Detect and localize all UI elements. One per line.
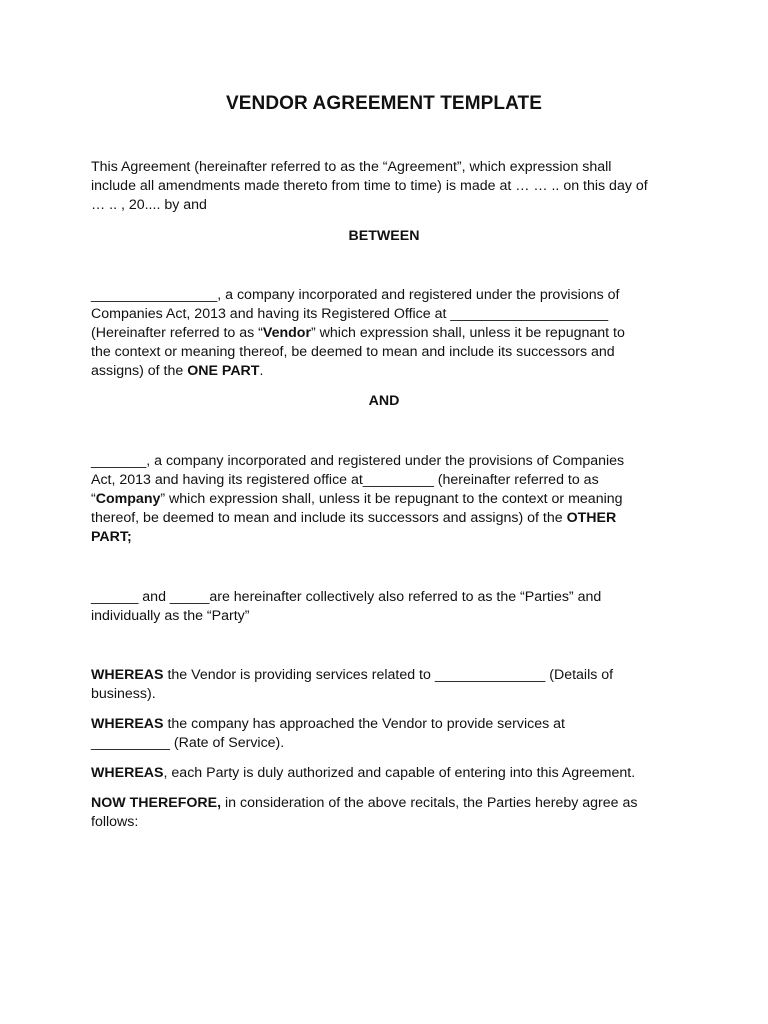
other-part-term-cont: PART; (91, 529, 132, 545)
whereas-clause-3 (91, 764, 691, 783)
and-heading: AND (368, 393, 400, 409)
company-line: Act, 2013 and having its registered office at_________ (hereinafter referred to as (91, 472, 599, 488)
document-title: VENDOR AGREEMENT TEMPLATE (225, 93, 542, 114)
whereas-text: the company has approached the Vendor to provide services at (163, 716, 565, 732)
now-therefore-clause (91, 794, 691, 832)
intro-line: include all amendments made thereto from time to time) is made at … … .. on this day of (91, 178, 648, 194)
now-therefore-keyword: NOW THEREFORE, (91, 795, 222, 811)
vendor-line: the context or meaning thereof, be deemed to mean and include its successors and (91, 344, 615, 360)
now-therefore-text: in consideration of the above recitals, the Parties hereby agree as (221, 795, 638, 811)
whereas-clause-2 (91, 715, 691, 753)
intro-paragraph (91, 158, 691, 215)
company-term: Company (95, 491, 161, 507)
vendor-line: ________________, a company incorporated and registered under the provisions of (91, 287, 620, 303)
whereas-text: the Vendor is providing services related to ______________ (Details of (163, 667, 614, 683)
between-heading: BETWEEN (348, 228, 420, 244)
parties-line: individually as the “Party” (91, 608, 250, 624)
vendor-line: ” which expression shall, unless it be repugnant to (311, 325, 625, 341)
one-part-term: ONE PART (187, 363, 260, 379)
intro-line: This Agreement (hereinafter referred to as the “Agreement”, which expression shall (91, 159, 612, 175)
parties-paragraph (91, 588, 691, 626)
whereas-keyword: WHEREAS (91, 716, 164, 732)
company-paragraph (91, 452, 691, 547)
vendor-line: Companies Act, 2013 and having its Registered Office at ____________________ (91, 306, 609, 322)
company-line: ” which expression shall, unless it be repugnant to the context or meaning (160, 491, 623, 507)
company-line: _______, a company incorporated and registered under the provisions of Companies (91, 453, 625, 469)
intro-line: … .. , 20.... by and (91, 197, 207, 213)
vendor-line: . (259, 363, 264, 379)
whereas-text: __________ (Rate of Service). (91, 735, 285, 751)
now-therefore-text: follows: (91, 814, 139, 830)
whereas-text: , each Party is duly authorized and capable of entering into this Agreement. (163, 765, 636, 781)
vendor-line: assigns) of the (91, 363, 188, 379)
vendor-paragraph (91, 286, 691, 381)
company-line: “ (91, 491, 96, 507)
whereas-keyword: WHEREAS (91, 667, 164, 683)
company-line: thereof, be deemed to mean and include its successors and assigns) of the (91, 510, 567, 526)
whereas-keyword: WHEREAS (91, 765, 164, 781)
vendor-line: (Hereinafter referred to as “ (91, 325, 263, 341)
other-part-term: OTHER (566, 510, 617, 526)
whereas-text: business). (91, 686, 156, 702)
parties-line: ______ and _____are hereinafter collectively also referred to as the “Parties” and (91, 589, 602, 605)
whereas-clause-1 (91, 666, 691, 704)
vendor-term: Vendor (262, 325, 311, 341)
